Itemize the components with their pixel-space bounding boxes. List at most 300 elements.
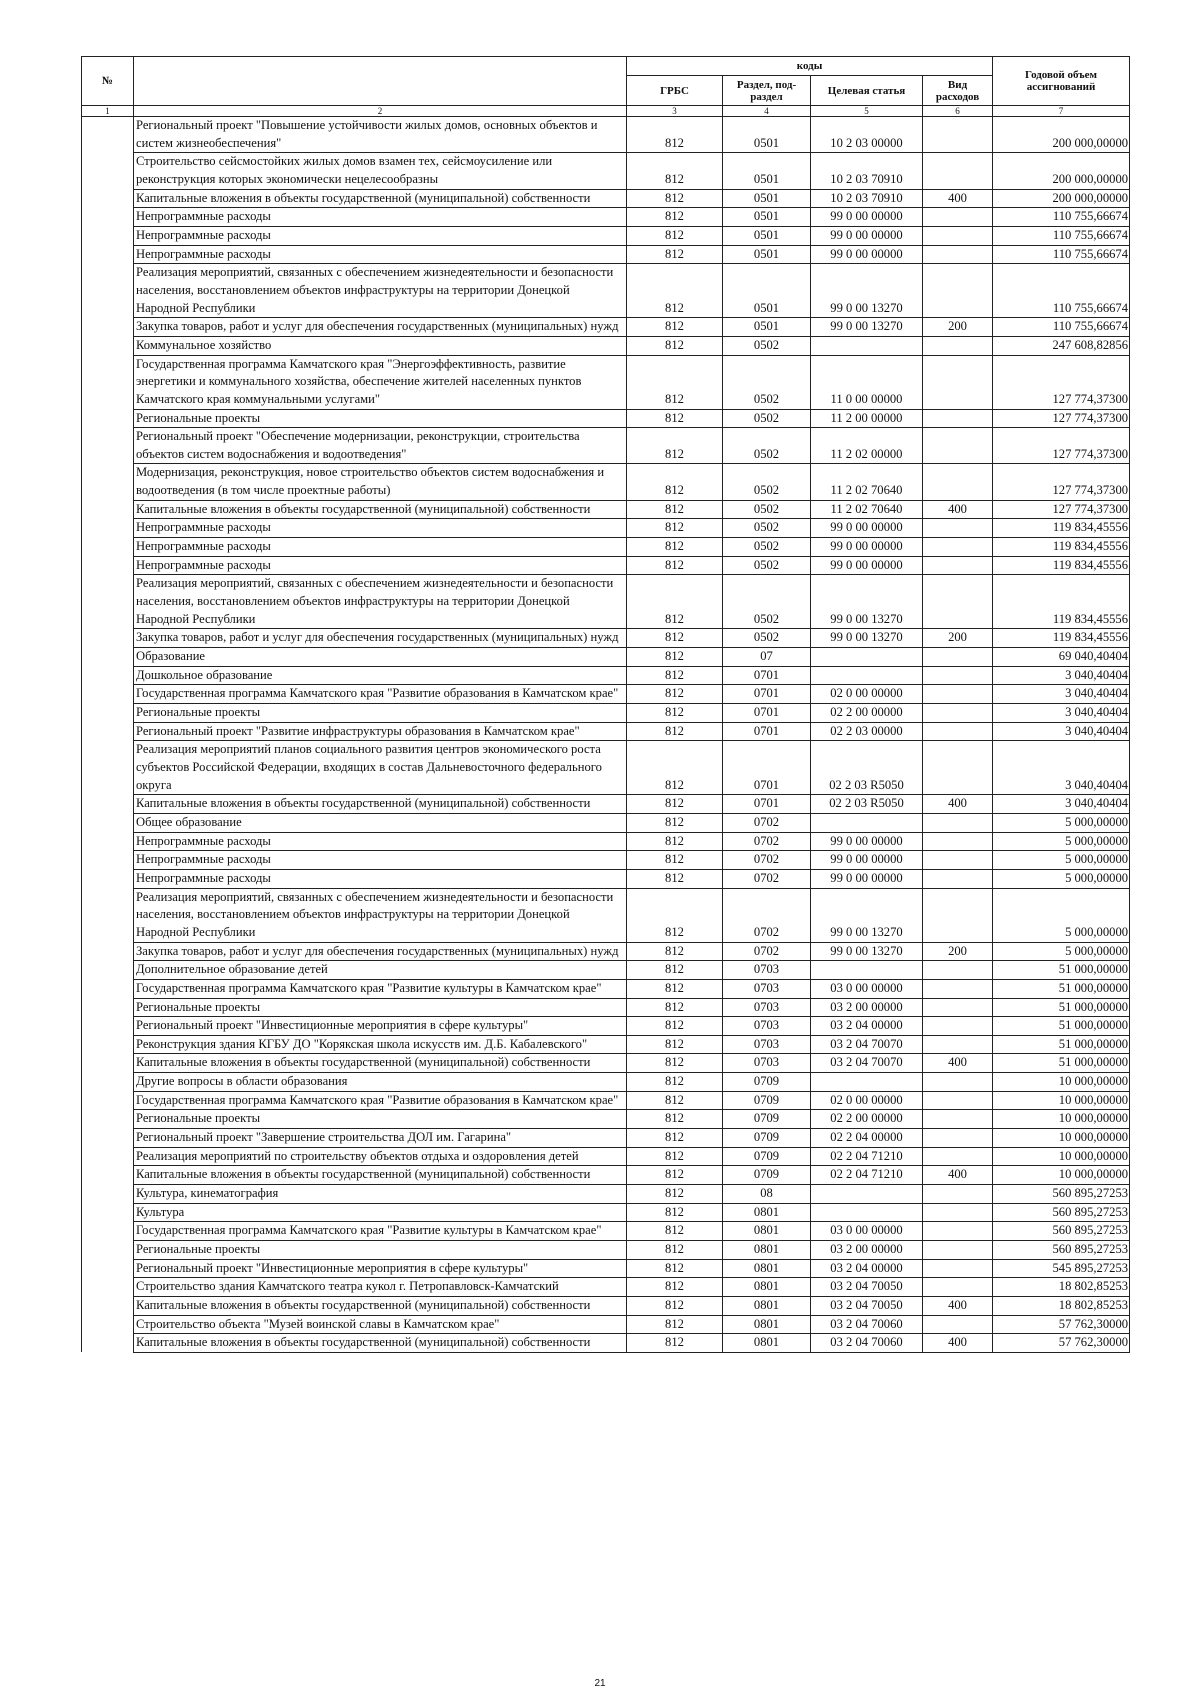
target-article-cell: 03 2 04 70070 <box>811 1054 923 1073</box>
razdel-cell: 0701 <box>723 666 811 685</box>
row-number-cell <box>82 336 134 355</box>
row-number-cell <box>82 741 134 795</box>
grbs-cell: 812 <box>627 226 723 245</box>
grbs-cell: 812 <box>627 722 723 741</box>
target-article-cell: 11 2 02 70640 <box>811 500 923 519</box>
expense-name-cell: Реконструкция здания КГБУ ДО "Корякская школа искусств им. Д.Б. Кабалевского" <box>134 1035 627 1054</box>
expense-name-cell: Реализация мероприятий планов социального развития центров экономического роста субъектов Российской Федерации, входящих в состав Дальневосточного федерального округа <box>134 741 627 795</box>
amount-cell: 51 000,00000 <box>993 979 1130 998</box>
expense-name-cell: Государственная программа Камчатского края "Энергоэффективность, развитие энергетики и коммунального хозяйства, обеспечение жителей населенных пунктов Камчатского края коммунальными услугами" <box>134 355 627 409</box>
table-row <box>82 189 1130 208</box>
row-number-cell <box>82 1222 134 1241</box>
expense-name-cell: Региональные проекты <box>134 1241 627 1260</box>
grbs-cell: 812 <box>627 1259 723 1278</box>
amount-cell: 110 755,66674 <box>993 264 1130 318</box>
row-number-cell <box>82 1091 134 1110</box>
amount-cell: 127 774,37300 <box>993 500 1130 519</box>
row-number-cell <box>82 153 134 189</box>
grbs-cell: 812 <box>627 245 723 264</box>
row-number-cell <box>82 1203 134 1222</box>
grbs-cell: 812 <box>627 1278 723 1297</box>
expense-type-cell <box>923 961 993 980</box>
amount-cell: 3 040,40404 <box>993 722 1130 741</box>
expense-name-cell: Дополнительное образование детей <box>134 961 627 980</box>
expense-type-cell <box>923 575 993 629</box>
expense-name-cell: Государственная программа Камчатского края "Развитие образования в Камчатском крае" <box>134 685 627 704</box>
table-row <box>82 428 1130 464</box>
grbs-cell: 812 <box>627 851 723 870</box>
expense-name-cell: Закупка товаров, работ и услуг для обеспечения государственных (муниципальных) нужд <box>134 942 627 961</box>
expense-name-cell: Коммунальное хозяйство <box>134 336 627 355</box>
row-number-cell <box>82 888 134 942</box>
expense-type-cell <box>923 1222 993 1241</box>
grbs-cell: 812 <box>627 1035 723 1054</box>
razdel-cell: 0703 <box>723 961 811 980</box>
amount-cell: 3 040,40404 <box>993 666 1130 685</box>
grbs-cell: 812 <box>627 629 723 648</box>
amount-cell: 10 000,00000 <box>993 1129 1130 1148</box>
grbs-cell: 812 <box>627 464 723 500</box>
target-article-cell: 10 2 03 00000 <box>811 117 923 153</box>
amount-cell: 5 000,00000 <box>993 942 1130 961</box>
expense-type-cell <box>923 1259 993 1278</box>
target-article-cell: 03 0 00 00000 <box>811 1222 923 1241</box>
amount-cell: 127 774,37300 <box>993 464 1130 500</box>
razdel-cell: 08 <box>723 1185 811 1204</box>
amount-cell: 51 000,00000 <box>993 1054 1130 1073</box>
razdel-cell: 0801 <box>723 1278 811 1297</box>
table-row <box>82 464 1130 500</box>
amount-cell: 3 040,40404 <box>993 685 1130 704</box>
expense-name-cell: Культура <box>134 1203 627 1222</box>
razdel-cell: 0709 <box>723 1073 811 1092</box>
amount-cell: 110 755,66674 <box>993 226 1130 245</box>
razdel-cell: 0709 <box>723 1147 811 1166</box>
amount-cell: 5 000,00000 <box>993 869 1130 888</box>
table-row <box>82 813 1130 832</box>
grbs-cell: 812 <box>627 666 723 685</box>
amount-cell: 57 762,30000 <box>993 1315 1130 1334</box>
expense-name-cell: Региональные проекты <box>134 998 627 1017</box>
budget-table <box>81 56 1130 1353</box>
target-article-cell <box>811 813 923 832</box>
target-article-cell: 02 0 00 00000 <box>811 685 923 704</box>
expense-type-cell <box>923 998 993 1017</box>
grbs-cell: 812 <box>627 500 723 519</box>
table-row <box>82 1297 1130 1316</box>
grbs-cell: 812 <box>627 208 723 227</box>
expense-name-cell: Строительство сейсмостойких жилых домов взамен тех, сейсмоусиление или реконструкция которых экономически нецелесообразны <box>134 153 627 189</box>
column-number: 4 <box>723 106 811 117</box>
table-row <box>82 998 1130 1017</box>
target-article-cell: 99 0 00 00000 <box>811 226 923 245</box>
amount-cell: 3 040,40404 <box>993 704 1130 723</box>
razdel-cell: 0709 <box>723 1129 811 1148</box>
column-number: 2 <box>134 106 627 117</box>
target-article-cell: 03 2 04 70050 <box>811 1297 923 1316</box>
grbs-cell: 812 <box>627 704 723 723</box>
razdel-cell: 0502 <box>723 629 811 648</box>
table-row <box>82 1017 1130 1036</box>
page-number: 21 <box>594 1678 606 1689</box>
amount-cell: 119 834,45556 <box>993 575 1130 629</box>
expense-type-cell <box>923 355 993 409</box>
target-article-cell: 02 2 03 00000 <box>811 722 923 741</box>
razdel-cell: 0801 <box>723 1259 811 1278</box>
amount-cell: 110 755,66674 <box>993 245 1130 264</box>
column-number: 7 <box>993 106 1130 117</box>
row-number-cell <box>82 666 134 685</box>
row-number-cell <box>82 1017 134 1036</box>
expense-type-cell <box>923 409 993 428</box>
razdel-cell: 0801 <box>723 1203 811 1222</box>
razdel-cell: 0501 <box>723 117 811 153</box>
razdel-cell: 0502 <box>723 428 811 464</box>
amount-cell: 10 000,00000 <box>993 1166 1130 1185</box>
row-number-cell <box>82 519 134 538</box>
row-number-cell <box>82 1297 134 1316</box>
expense-type-cell <box>923 428 993 464</box>
target-article-cell: 99 0 00 00000 <box>811 208 923 227</box>
row-number-cell <box>82 979 134 998</box>
target-article-cell: 99 0 00 00000 <box>811 851 923 870</box>
row-number-cell <box>82 648 134 667</box>
table-row <box>82 648 1130 667</box>
column-number: 3 <box>627 106 723 117</box>
target-article-cell: 99 0 00 00000 <box>811 869 923 888</box>
target-article-cell: 02 2 04 71210 <box>811 1166 923 1185</box>
amount-cell: 200 000,00000 <box>993 153 1130 189</box>
row-number-cell <box>82 245 134 264</box>
expense-name-cell: Капитальные вложения в объекты государственной (муниципальной) собственности <box>134 1054 627 1073</box>
grbs-cell: 812 <box>627 538 723 557</box>
target-article-cell: 02 2 04 00000 <box>811 1129 923 1148</box>
table-row <box>82 942 1130 961</box>
grbs-cell: 812 <box>627 685 723 704</box>
expense-name-cell: Дошкольное образование <box>134 666 627 685</box>
expense-type-cell <box>923 704 993 723</box>
table-row <box>82 264 1130 318</box>
row-number-cell <box>82 1278 134 1297</box>
expense-type-cell: 400 <box>923 189 993 208</box>
table-row <box>82 1166 1130 1185</box>
grbs-cell: 812 <box>627 1334 723 1353</box>
row-number-cell <box>82 1259 134 1278</box>
razdel-cell: 0801 <box>723 1241 811 1260</box>
expense-name-cell: Региональный проект "Обеспечение модернизации, реконструкции, строительства объектов систем водоснабжения и водоотведения" <box>134 428 627 464</box>
expense-name-cell: Модернизация, реконструкция, новое строительство объектов систем водоснабжения и водоотведения (в том числе проектные работы) <box>134 464 627 500</box>
row-number-cell <box>82 961 134 980</box>
grbs-cell: 812 <box>627 888 723 942</box>
expense-name-cell: Закупка товаров, работ и услуг для обеспечения государственных (муниципальных) нужд <box>134 629 627 648</box>
razdel-cell: 0709 <box>723 1091 811 1110</box>
grbs-cell: 812 <box>627 961 723 980</box>
amount-cell: 247 608,82856 <box>993 336 1130 355</box>
expense-name-cell: Региональные проекты <box>134 409 627 428</box>
target-article-cell: 02 0 00 00000 <box>811 1091 923 1110</box>
razdel-cell: 0702 <box>723 942 811 961</box>
expense-type-cell <box>923 117 993 153</box>
grbs-cell: 812 <box>627 556 723 575</box>
table-row <box>82 851 1130 870</box>
column-number-row <box>82 106 1130 117</box>
razdel-cell: 0801 <box>723 1315 811 1334</box>
expense-type-cell <box>923 153 993 189</box>
target-article-cell <box>811 666 923 685</box>
expense-name-cell: Государственная программа Камчатского края "Развитие культуры в Камчатском крае" <box>134 979 627 998</box>
row-number-cell <box>82 1185 134 1204</box>
expense-type-cell <box>923 519 993 538</box>
table-row <box>82 741 1130 795</box>
target-article-cell: 02 2 00 00000 <box>811 704 923 723</box>
expense-type-cell <box>923 666 993 685</box>
grbs-cell: 812 <box>627 336 723 355</box>
row-number-cell <box>82 464 134 500</box>
razdel-cell: 0502 <box>723 500 811 519</box>
razdel-cell: 0703 <box>723 1017 811 1036</box>
amount-cell: 51 000,00000 <box>993 998 1130 1017</box>
target-article-cell: 02 2 03 R5050 <box>811 795 923 814</box>
row-number-cell <box>82 942 134 961</box>
target-article-cell: 99 0 00 13270 <box>811 888 923 942</box>
target-article-cell: 99 0 00 13270 <box>811 629 923 648</box>
amount-cell: 119 834,45556 <box>993 538 1130 557</box>
amount-cell: 560 895,27253 <box>993 1241 1130 1260</box>
expense-name-cell: Капитальные вложения в объекты государственной (муниципальной) собственности <box>134 795 627 814</box>
expense-type-cell <box>923 979 993 998</box>
table-row <box>82 888 1130 942</box>
target-article-cell: 99 0 00 13270 <box>811 942 923 961</box>
expense-type-cell <box>923 464 993 500</box>
expense-type-cell <box>923 1073 993 1092</box>
razdel-cell: 0702 <box>723 832 811 851</box>
amount-cell: 3 040,40404 <box>993 741 1130 795</box>
expense-name-cell: Непрограммные расходы <box>134 556 627 575</box>
header-grbs: ГРБС <box>627 76 723 106</box>
expense-name-cell: Культура, кинематография <box>134 1185 627 1204</box>
expense-type-cell: 400 <box>923 1334 993 1353</box>
razdel-cell: 0701 <box>723 704 811 723</box>
expense-type-cell <box>923 538 993 557</box>
target-article-cell: 10 2 03 70910 <box>811 153 923 189</box>
expense-name-cell: Реализация мероприятий, связанных с обеспечением жизнедеятельности и безопасности населения, восстановлением объектов инфраструктуры на территории Донецкой Народной Республики <box>134 264 627 318</box>
expense-name-cell: Региональные проекты <box>134 1110 627 1129</box>
table-header <box>82 57 1130 117</box>
amount-cell: 10 000,00000 <box>993 1147 1130 1166</box>
grbs-cell: 812 <box>627 1222 723 1241</box>
grbs-cell: 812 <box>627 741 723 795</box>
expense-name-cell: Региональный проект "Развитие инфраструктуры образования в Камчатском крае" <box>134 722 627 741</box>
table-row <box>82 704 1130 723</box>
grbs-cell: 812 <box>627 942 723 961</box>
razdel-cell: 0801 <box>723 1222 811 1241</box>
expense-name-cell: Образование <box>134 648 627 667</box>
expense-type-cell: 200 <box>923 318 993 337</box>
table-row <box>82 1222 1130 1241</box>
amount-cell: 18 802,85253 <box>993 1278 1130 1297</box>
grbs-cell: 812 <box>627 117 723 153</box>
amount-cell: 119 834,45556 <box>993 556 1130 575</box>
razdel-cell: 0501 <box>723 264 811 318</box>
razdel-cell: 0702 <box>723 888 811 942</box>
table-row <box>82 685 1130 704</box>
row-number-cell <box>82 1035 134 1054</box>
row-number-cell <box>82 264 134 318</box>
expense-name-cell: Непрограммные расходы <box>134 519 627 538</box>
expense-type-cell: 200 <box>923 629 993 648</box>
column-number: 6 <box>923 106 993 117</box>
amount-cell: 18 802,85253 <box>993 1297 1130 1316</box>
table-row <box>82 1147 1130 1166</box>
grbs-cell: 812 <box>627 1017 723 1036</box>
expense-type-cell <box>923 869 993 888</box>
table-row <box>82 666 1130 685</box>
expense-name-cell: Общее образование <box>134 813 627 832</box>
row-number-cell <box>82 851 134 870</box>
grbs-cell: 812 <box>627 813 723 832</box>
expense-name-cell: Непрограммные расходы <box>134 832 627 851</box>
expense-name-cell: Непрограммные расходы <box>134 208 627 227</box>
razdel-cell: 0703 <box>723 979 811 998</box>
header-name <box>134 57 627 106</box>
razdel-cell: 0502 <box>723 464 811 500</box>
table-row <box>82 1203 1130 1222</box>
expense-type-cell <box>923 1035 993 1054</box>
table-row <box>82 409 1130 428</box>
target-article-cell: 03 2 04 00000 <box>811 1259 923 1278</box>
expense-type-cell <box>923 832 993 851</box>
razdel-cell: 0502 <box>723 355 811 409</box>
target-article-cell <box>811 648 923 667</box>
razdel-cell: 0702 <box>723 851 811 870</box>
expense-name-cell: Закупка товаров, работ и услуг для обеспечения государственных (муниципальных) нужд <box>134 318 627 337</box>
expense-type-cell <box>923 208 993 227</box>
target-article-cell: 11 2 02 00000 <box>811 428 923 464</box>
expense-type-cell <box>923 1110 993 1129</box>
target-article-cell: 02 2 04 71210 <box>811 1147 923 1166</box>
razdel-cell: 0702 <box>723 869 811 888</box>
expense-type-cell: 400 <box>923 795 993 814</box>
table-row <box>82 1110 1130 1129</box>
amount-cell: 119 834,45556 <box>993 519 1130 538</box>
target-article-cell: 11 2 02 70640 <box>811 464 923 500</box>
razdel-cell: 0801 <box>723 1297 811 1316</box>
table-row <box>82 500 1130 519</box>
razdel-cell: 0701 <box>723 741 811 795</box>
expense-name-cell: Капитальные вложения в объекты государственной (муниципальной) собственности <box>134 1166 627 1185</box>
expense-name-cell: Непрограммные расходы <box>134 538 627 557</box>
table-row <box>82 1129 1130 1148</box>
row-number-cell <box>82 685 134 704</box>
row-number-cell <box>82 575 134 629</box>
target-article-cell: 03 2 04 70050 <box>811 1278 923 1297</box>
target-article-cell: 99 0 00 00000 <box>811 556 923 575</box>
target-article-cell <box>811 961 923 980</box>
table-row <box>82 208 1130 227</box>
amount-cell: 51 000,00000 <box>993 1035 1130 1054</box>
table-row <box>82 336 1130 355</box>
row-number-cell <box>82 226 134 245</box>
amount-cell: 69 040,40404 <box>993 648 1130 667</box>
target-article-cell: 03 2 04 70060 <box>811 1334 923 1353</box>
grbs-cell: 812 <box>627 1147 723 1166</box>
row-number-cell <box>82 500 134 519</box>
grbs-cell: 812 <box>627 1297 723 1316</box>
grbs-cell: 812 <box>627 1203 723 1222</box>
expense-name-cell: Реализация мероприятий по строительству объектов отдыха и оздоровления детей <box>134 1147 627 1166</box>
expense-type-cell: 400 <box>923 500 993 519</box>
expense-type-cell <box>923 685 993 704</box>
amount-cell: 200 000,00000 <box>993 117 1130 153</box>
razdel-cell: 0501 <box>723 189 811 208</box>
row-number-cell <box>82 1054 134 1073</box>
grbs-cell: 812 <box>627 189 723 208</box>
expense-type-cell: 200 <box>923 942 993 961</box>
expense-name-cell: Непрограммные расходы <box>134 245 627 264</box>
razdel-cell: 0801 <box>723 1334 811 1353</box>
razdel-cell: 0501 <box>723 226 811 245</box>
razdel-cell: 0703 <box>723 1035 811 1054</box>
target-article-cell: 03 2 00 00000 <box>811 998 923 1017</box>
grbs-cell: 812 <box>627 1073 723 1092</box>
razdel-cell: 0502 <box>723 556 811 575</box>
expense-type-cell <box>923 1091 993 1110</box>
amount-cell: 5 000,00000 <box>993 832 1130 851</box>
razdel-cell: 0502 <box>723 538 811 557</box>
grbs-cell: 812 <box>627 1315 723 1334</box>
table-body <box>82 117 1130 1353</box>
expense-type-cell: 400 <box>923 1297 993 1316</box>
target-article-cell: 03 0 00 00000 <box>811 979 923 998</box>
amount-cell: 545 895,27253 <box>993 1259 1130 1278</box>
razdel-cell: 0501 <box>723 153 811 189</box>
razdel-cell: 0501 <box>723 208 811 227</box>
grbs-cell: 812 <box>627 1129 723 1148</box>
expense-name-cell: Реализация мероприятий, связанных с обеспечением жизнедеятельности и безопасности населения, восстановлением объектов инфраструктуры на территории Донецкой Народной Республики <box>134 575 627 629</box>
row-number-cell <box>82 1166 134 1185</box>
expense-name-cell: Непрограммные расходы <box>134 869 627 888</box>
table-row <box>82 1241 1130 1260</box>
target-article-cell <box>811 1203 923 1222</box>
expense-name-cell: Региональные проекты <box>134 704 627 723</box>
amount-cell: 110 755,66674 <box>993 208 1130 227</box>
target-article-cell: 99 0 00 13270 <box>811 318 923 337</box>
expense-name-cell: Капитальные вложения в объекты государственной (муниципальной) собственности <box>134 1297 627 1316</box>
row-number-cell <box>82 538 134 557</box>
expense-name-cell: Другие вопросы в области образования <box>134 1073 627 1092</box>
row-number-cell <box>82 428 134 464</box>
amount-cell: 560 895,27253 <box>993 1203 1130 1222</box>
table-row <box>82 722 1130 741</box>
expense-type-cell <box>923 1315 993 1334</box>
table-row <box>82 1315 1130 1334</box>
expense-type-cell <box>923 1017 993 1036</box>
target-article-cell: 11 0 00 00000 <box>811 355 923 409</box>
row-number-cell <box>82 1334 134 1353</box>
table-row <box>82 869 1130 888</box>
razdel-cell: 0703 <box>723 998 811 1017</box>
column-number: 1 <box>82 106 134 117</box>
expense-name-cell: Региональный проект "Инвестиционные мероприятия в сфере культуры" <box>134 1259 627 1278</box>
row-number-cell <box>82 117 134 153</box>
table-row <box>82 1334 1130 1353</box>
grbs-cell: 812 <box>627 1166 723 1185</box>
target-article-cell <box>811 336 923 355</box>
expense-type-cell <box>923 888 993 942</box>
grbs-cell: 812 <box>627 832 723 851</box>
amount-cell: 51 000,00000 <box>993 1017 1130 1036</box>
razdel-cell: 0501 <box>723 318 811 337</box>
